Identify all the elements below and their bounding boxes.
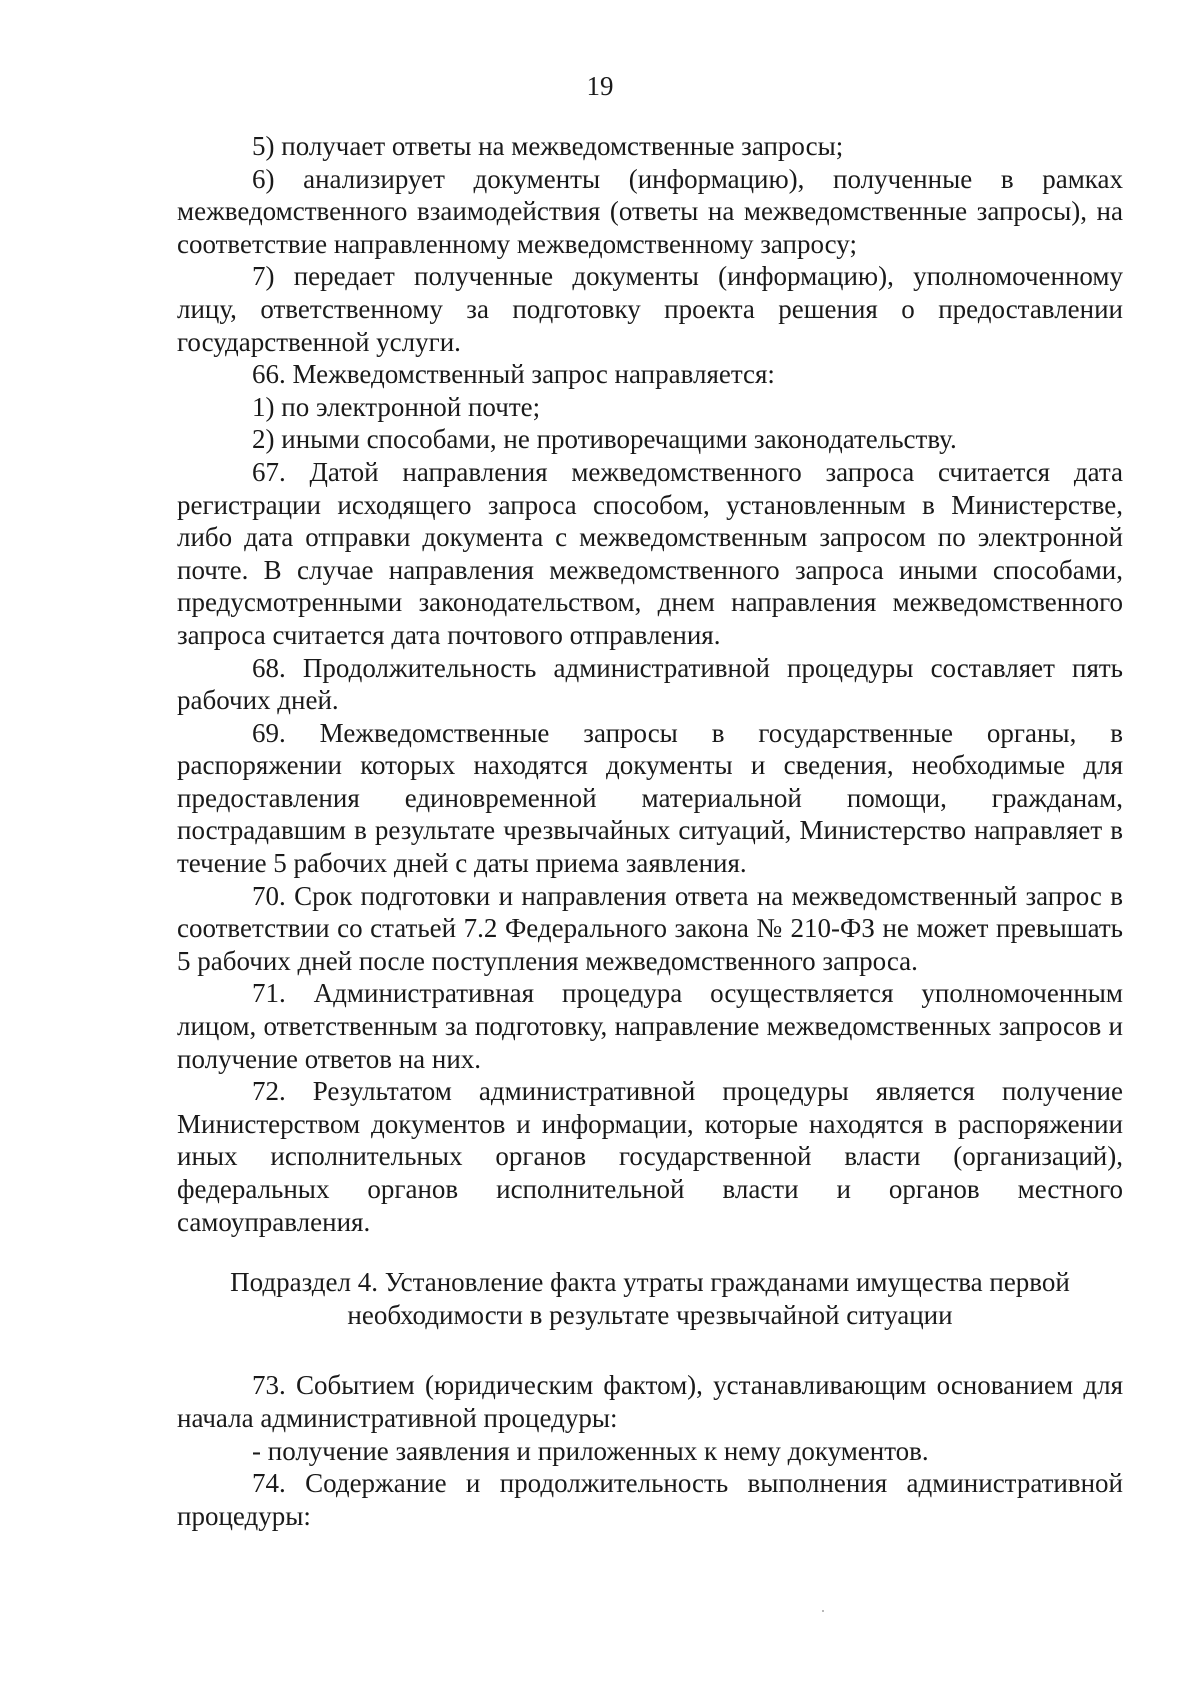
paragraph-item-7: 7) передает полученные документы (информацию), уполномоченному лицу, ответственному за подготовку проекта решения о предоставлении государственной услуги. [177,261,1123,357]
paragraph-68: 68. Продолжительность административной процедуры составляет пять рабочих дней. [177,652,1123,716]
paragraph-66-item-1: 1) по электронной почте; [252,391,541,422]
paragraph-73-item: - получение заявления и приложенных к нему документов. [252,1435,929,1466]
paragraph-item-5: 5) получает ответы на межведомственные запросы; [252,131,844,161]
scan-speck [822,1610,824,1612]
paragraph-67: 67. Датой направления межведомственного запроса считается дата регистрации исходящего запроса способом, установленным в Министерстве, либо дата отправки документа с межведомственным запросом по электронной почте. В случае направления межведомственного запроса иными способами, предусмотренными законодательством, днем направления межведомственного запроса считается дата почтового отправления. [177,456,1123,650]
subsection-heading-line-1: Подраздел 4. Установление факта утраты гражданами имущества первой [230,1267,1070,1298]
paragraph-70: 70. Срок подготовки и направления ответа на межведомственный запрос в соответствии со статьей 7.2 Федерального закона № 210-ФЗ не может превышать 5 рабочих дней после поступления межведомственного запроса. [177,880,1123,976]
paragraph-71: 71. Административная процедура осуществляется уполномоченным лицом, ответственным за подготовку, направление межведомственных запросов и получение ответов на них. [177,978,1123,1074]
paragraph-73: 73. Событием (юридическим фактом), устанавливающим основанием для начала административной процедуры: [177,1370,1123,1433]
paragraph-74: 74. Содержание и продолжительность выполнения административной процедуры: [177,1468,1123,1531]
subsection-heading [177,1266,1123,1331]
page-number: 19 [586,71,614,101]
subsection-heading-line-2: необходимости в результате чрезвычайной ситуации [347,1299,953,1330]
paragraph-item-6: 6) анализирует документы (информацию), полученные в рамках межведомственного взаимодействия (ответы на межведомственные запросы), на соответствие направленному межведомственному запросу; [177,163,1123,259]
paragraph-72: 72. Результатом административной процедуры является получение Министерством документов и информации, которые находятся в распоряжении иных исполнительных органов государственной власти (организаций), федеральных органов исполнительной власти и органов местного самоуправления. [177,1076,1123,1237]
document-body [177,130,1123,1532]
paragraph-69: 69. Межведомственные запросы в государственные органы, в распоряжении которых находятся документы и сведения, необходимые для предоставления единовременной материальной помощи, гражданам, пострадавшим в результате чрезвычайных ситуаций, Министерство направляет в течение 5 рабочих дней с даты приема заявления. [177,717,1123,879]
paragraph-66: 66. Межведомственный запрос направляется: [252,359,775,390]
paragraph-66-item-2: 2) иными способами, не противоречащими законодательству. [252,424,957,455]
